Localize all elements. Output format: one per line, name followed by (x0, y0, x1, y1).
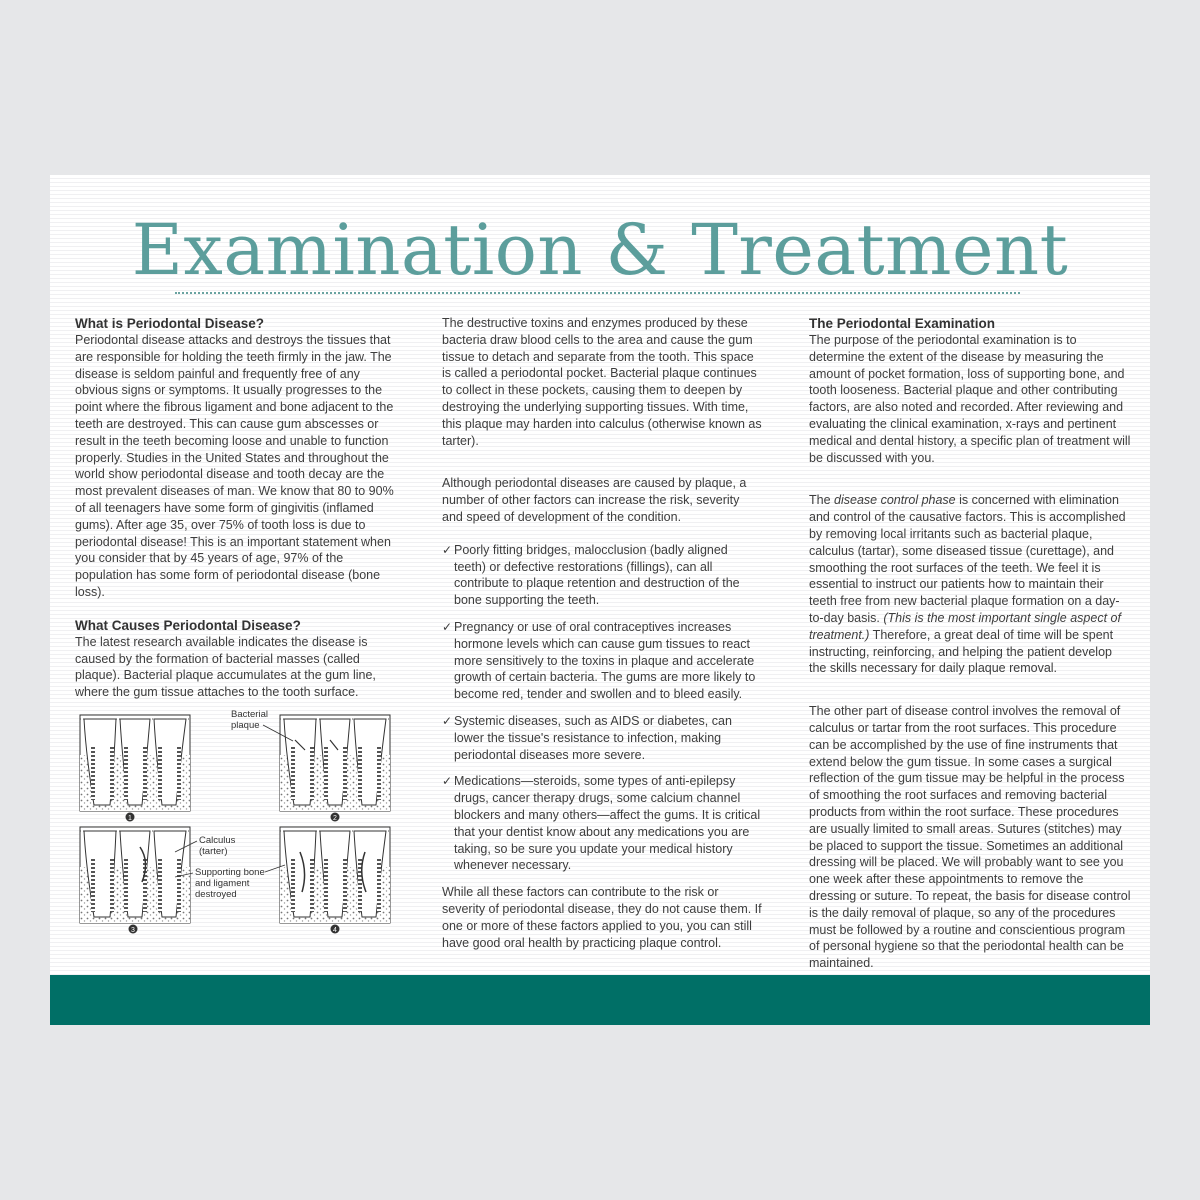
checkmark-icon: ✓ (442, 619, 453, 634)
heading-what-causes: What Causes Periodontal Disease? (75, 617, 301, 633)
label-calculus: Calculus (199, 835, 236, 846)
label-supporting-bone-2: and ligament (195, 878, 250, 889)
paragraph-factors-conclusion: While all these factors can contribute to the risk or severity of periodontal disease, they do not cause them. If one or more of these factors applied to you, you can still have good oral health by practicing plaque control. (442, 885, 762, 950)
checkmark-icon: ✓ (442, 713, 453, 728)
list-item: ✓ Poorly fitting bridges, malocclusion (badly aligned teeth) or defective restorations (fillings), can all contribute to plaque retention and destruction of the bone supporting the teeth. (442, 542, 740, 608)
column-middle (442, 315, 762, 951)
paragraph-disease-control: The disease control phase is concerned with elimination and control of the causative factors. This is accomplished by removing local irritants such as bacterial plaque, calculus (tartar), some diseased tissue (curettage), and smoothing the root surfaces of the teeth. We feel it is essential to instruct our patients how to maintain their teeth free from new bacterial plaque formation on a day-to-day basis. (This is the most important single aspect of treatment.) Therefore, a great deal of time will be spent instructing, reinforcing, and helping the patient develop the skills necessary for daily plaque removal. (809, 493, 1126, 676)
title-dotted-rule (175, 292, 1020, 294)
paragraph-what-is: Periodontal disease attacks and destroys the tissues that are responsible for holding the teeth firmly in the jaw. The disease is seldom painful and frequently free of any obvious signs or symptoms. It usually progresses to the point where the fibrous ligament and bone adjacent to the teeth are destroyed. This can cause gum abscesses or result in the teeth becoming loose and unable to function properly. Studies in the United States and throughout the world show periodontal disease and tooth decay are the most prevalent diseases of man. We know that 80 to 90% of all teenagers have some form of gingivitis (inflamed gums). After age 35, over 75% of tooth loss is due to periodontal disease! This is an important statement when you consider that by 45 years of age, 97% of the population has some form of periodontal disease (bone loss). (75, 333, 394, 599)
diagram-stage-1 (80, 715, 190, 811)
handout-page (50, 175, 1150, 1025)
svg-text:4: 4 (333, 927, 337, 934)
svg-text:2: 2 (333, 815, 337, 822)
paragraph-toxins: The destructive toxins and enzymes produced by these bacteria draw blood cells to the area and cause the gum tissue to detach and separate from the tooth. This space is called a periodontal pocket. Bacterial plaque continues to collect in these pockets, causing them to deepen by destroying the underlying supporting tissues. With time, this plaque may harden into calculus (otherwise known as tarter). (442, 316, 762, 448)
label-bacterial-plaque: Bacterial (231, 709, 268, 720)
diagram-stage-4 (280, 827, 390, 923)
label-bacterial-plaque-2: plaque (231, 720, 260, 731)
checkmark-icon: ✓ (442, 542, 453, 557)
tooth-diagram-svg (75, 707, 405, 943)
list-item: ✓ Systemic diseases, such as AIDS or diabetes, can lower the tissue's resistance to infection, making periodontal diseases more severe. (442, 713, 732, 762)
checkmark-icon: ✓ (442, 774, 453, 789)
risk-factor-list (442, 542, 762, 874)
list-item: ✓ Medications—steroids, some types of anti-epilepsy drugs, cancer therapy drugs, some calcium channel blockers and many others—affect the gums. It is critical that your dentist know about any medications you are taking, so be sure you update your medical history whenever necessary. (442, 774, 761, 873)
list-item: ✓ Pregnancy or use of oral contraceptives increases hormone levels which can cause gum tissues to react more sensitively to the toxins in plaque and accelerate growth of certain bacteria. The gums are more likely to become red, tender and swollen and to bleed easily. (442, 619, 756, 702)
label-supporting-bone: Supporting bone (195, 867, 265, 878)
heading-periodontal-exam: The Periodontal Examination (809, 316, 996, 331)
svg-text:3: 3 (131, 927, 135, 934)
heading-what-is: What is Periodontal Disease? (75, 316, 265, 331)
tooth-diagram (75, 707, 405, 943)
diagram-stage-3 (80, 827, 190, 923)
paragraph-factors-intro: Although periodontal diseases are caused by plaque, a number of other factors can increase the risk, severity and speed of development of the condition. (442, 476, 747, 524)
label-calculus-2: (tarter) (199, 846, 228, 857)
paragraph-calculus-removal: The other part of disease control involves the removal of calculus or tartar from the root surfaces. This procedure can be accomplished by the use of fine instruments that extend below the gum tissue. In some cases a surgical reflection of the gum tissue may be helpful in the process of smoothing the root surfaces and removing bacterial products from within the root surface. These procedures are usually limited to small areas. Sutures (stitches) may be placed to support the tissue. Sometimes an additional dressing will be placed. We will probably want to see you one week after these appointments to remove the dressing or suture. To repeat, the basis for disease control is the daily removal of plaque, so any of the procedures must be followed by a routine and conscientious program of personal hygiene so that the periodontal health can be maintained. (809, 704, 1131, 971)
svg-text:1: 1 (128, 815, 132, 822)
label-supporting-bone-3: destroyed (195, 889, 237, 900)
column-left (75, 315, 397, 701)
paragraph-exam-purpose: The purpose of the periodontal examination is to determine the extent of the disease by measuring the amount of pocket formation, loss of supporting bone, and tooth looseness. Bacterial plaque and other contributing factors, are also noted and recorded. After reviewing and evaluating the clinical examination, x-rays and pertinent medical and dental history, a specific plan of treatment will be discussed with you. (809, 333, 1131, 465)
column-right (809, 315, 1131, 972)
footer-band (50, 975, 1150, 1025)
paragraph-what-causes: The latest research available indicates the disease is caused by the formation of bacterial masses (called plaque). Bacterial plaque accumulates at the gum line, where the gum tissue attaches to the tooth surface. (75, 634, 376, 700)
diagram-stage-2 (280, 715, 390, 811)
page-title: Examination & Treatment (131, 209, 1069, 291)
